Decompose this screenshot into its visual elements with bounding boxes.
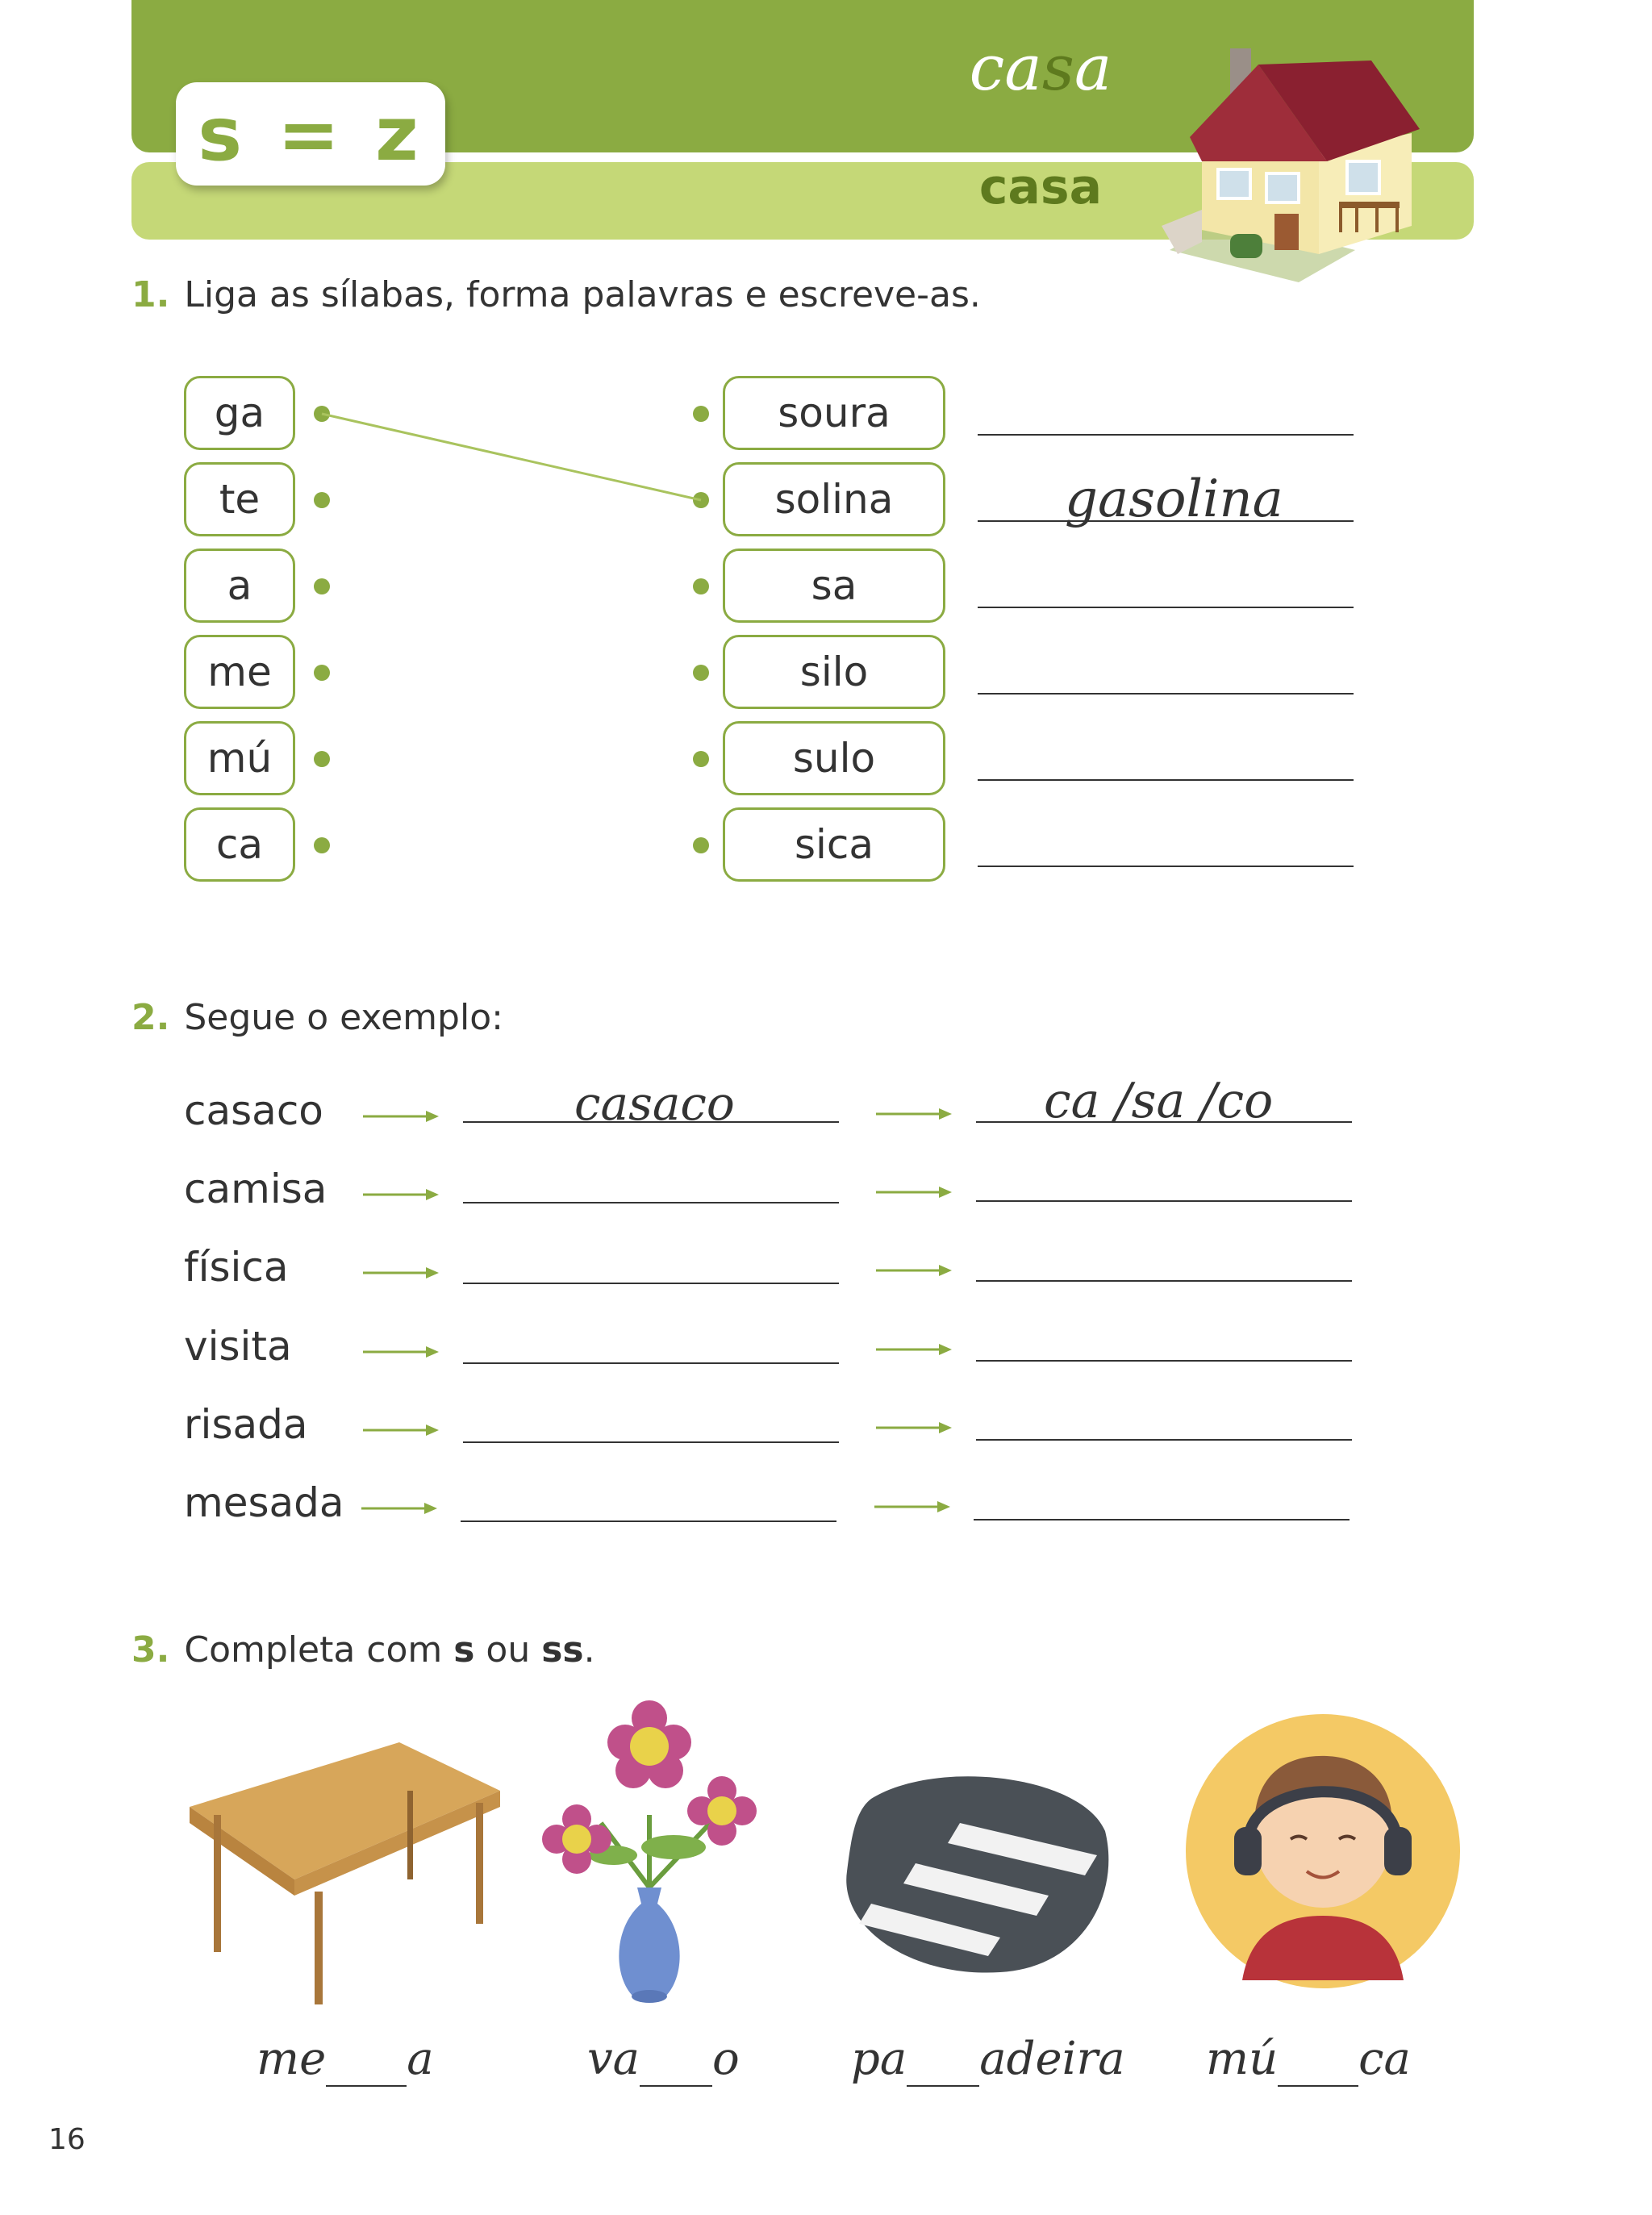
word-item: casaco bbox=[184, 1087, 323, 1134]
split-line[interactable] bbox=[976, 1200, 1352, 1202]
fill-blank-item[interactable]: va o bbox=[587, 2033, 740, 2085]
header-print-word: casa bbox=[978, 159, 1103, 215]
arrow-right-icon bbox=[876, 1341, 953, 1358]
exercise1-title: 1. Liga as sílabas, forma palavras e escreve-as. bbox=[131, 274, 981, 315]
syllable-right[interactable]: solina bbox=[723, 462, 945, 536]
word-item: mesada bbox=[184, 1479, 344, 1526]
split-line[interactable] bbox=[974, 1519, 1350, 1520]
rule-text: s = z bbox=[198, 90, 423, 177]
flower-vase-icon bbox=[536, 1694, 770, 2009]
answer-line[interactable] bbox=[978, 693, 1354, 695]
answer-line[interactable] bbox=[978, 434, 1354, 436]
blank-slot[interactable] bbox=[1278, 2033, 1358, 2087]
fill-blank-item[interactable]: me a bbox=[257, 2033, 434, 2085]
copy-line[interactable] bbox=[463, 1283, 839, 1284]
word-item: física bbox=[184, 1244, 289, 1291]
boy-headphones-icon bbox=[1178, 1706, 1468, 1996]
example-copy: casaco bbox=[574, 1076, 735, 1131]
syllable-right[interactable]: sulo bbox=[723, 721, 945, 795]
blank-slot[interactable] bbox=[326, 2033, 407, 2087]
syllable-right[interactable]: silo bbox=[723, 635, 945, 709]
word-item: risada bbox=[184, 1401, 308, 1448]
copy-line[interactable] bbox=[463, 1441, 839, 1443]
fill-blank-item[interactable]: pa adeira bbox=[851, 2033, 1125, 2085]
page-number: 16 bbox=[48, 2123, 86, 2156]
header-script-word: casa bbox=[969, 32, 1112, 105]
arrow-right-icon bbox=[876, 1262, 953, 1279]
arrow-right-icon bbox=[363, 1422, 440, 1438]
arrow-right-icon bbox=[363, 1265, 440, 1281]
syllable-right[interactable]: sica bbox=[723, 807, 945, 882]
syllable-right[interactable]: sa bbox=[723, 549, 945, 623]
crosswalk-icon bbox=[839, 1767, 1113, 1984]
answer-line[interactable] bbox=[978, 779, 1354, 781]
arrow-right-icon bbox=[874, 1499, 952, 1515]
answer-line[interactable] bbox=[978, 607, 1354, 608]
example-answer: gasolina bbox=[1065, 469, 1283, 529]
example-split: ca /sa /co bbox=[1044, 1073, 1274, 1129]
copy-line[interactable] bbox=[463, 1362, 839, 1364]
blank-slot[interactable] bbox=[907, 2033, 979, 2087]
split-line[interactable] bbox=[976, 1360, 1352, 1362]
syllable-left[interactable]: te bbox=[184, 462, 295, 536]
arrow-right-icon bbox=[876, 1106, 953, 1122]
arrow-right-icon bbox=[361, 1500, 439, 1516]
syllable-left[interactable]: a bbox=[184, 549, 295, 623]
fill-blank-item[interactable]: mú ca bbox=[1206, 2033, 1411, 2085]
copy-line[interactable] bbox=[461, 1520, 836, 1522]
syllable-left[interactable]: mú bbox=[184, 721, 295, 795]
word-item: visita bbox=[184, 1323, 292, 1370]
syllable-left[interactable]: ga bbox=[184, 376, 295, 450]
arrow-right-icon bbox=[363, 1344, 440, 1360]
syllable-right[interactable]: soura bbox=[723, 376, 945, 450]
table-icon bbox=[181, 1734, 504, 2009]
arrow-right-icon bbox=[876, 1420, 953, 1436]
syllable-left[interactable]: ca bbox=[184, 807, 295, 882]
syllable-left[interactable]: me bbox=[184, 635, 295, 709]
copy-line[interactable] bbox=[463, 1202, 839, 1203]
arrow-right-icon bbox=[363, 1187, 440, 1203]
answer-line[interactable] bbox=[978, 866, 1354, 867]
blank-slot[interactable] bbox=[640, 2033, 712, 2087]
split-line[interactable] bbox=[976, 1280, 1352, 1282]
exercise3-title: 3. Completa com s ou ss. bbox=[131, 1629, 595, 1671]
exercise2-title: 2. Segue o exemplo: bbox=[131, 997, 503, 1038]
word-item: camisa bbox=[184, 1166, 327, 1212]
arrow-right-icon bbox=[363, 1108, 440, 1124]
arrow-right-icon bbox=[876, 1184, 953, 1200]
split-line[interactable] bbox=[976, 1439, 1352, 1441]
